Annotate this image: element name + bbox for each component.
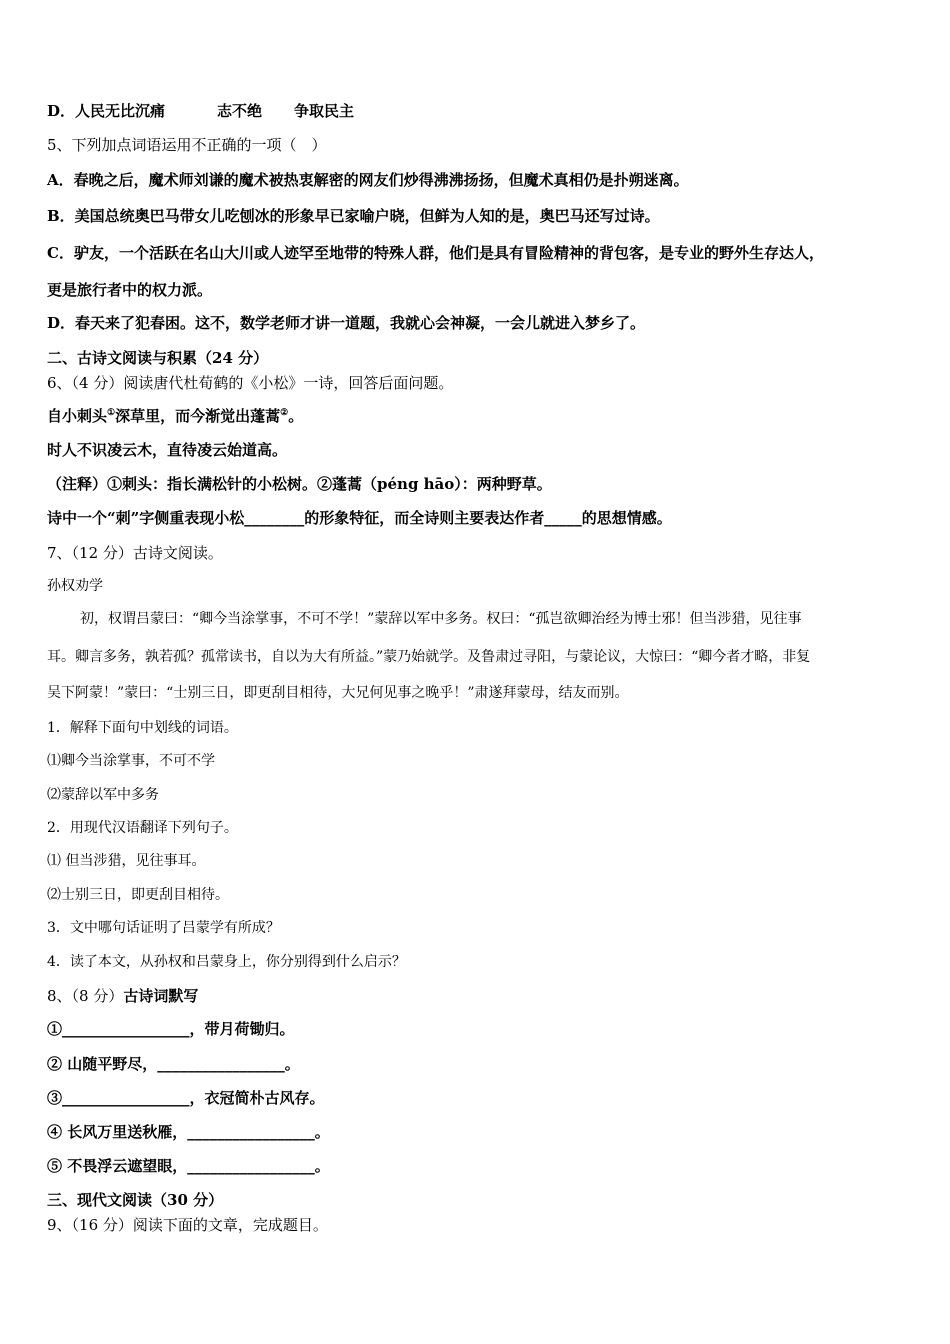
poem-text: 深草里，而今渐觉出蓬蒿 (115, 407, 281, 425)
q8-line-3: ③_________________，衣冠简朴古风存。 (47, 1089, 325, 1107)
q5-option-b: B．美国总统奥巴马带女儿吃刨冰的形象早已家喻户晓，但鲜为人知的是，奥巴马还写过诗。 (47, 207, 660, 225)
q7-stem: 7、（12 分）古诗文阅读。 (47, 544, 223, 562)
q7-subquestion-2a: ⑴ 但当涉猎，见往事耳。 (47, 853, 206, 869)
q7-subquestion-2b: ⑵士别三日，即更刮目相待。 (47, 887, 229, 903)
footnote-mark: ② (280, 408, 289, 418)
q6-stem: 6、（4 分）阅读唐代杜荀鹤的《小松》一诗，回答后面问题。 (47, 374, 454, 392)
q5-stem: 5、下列加点词语运用不正确的一项（ ） (47, 136, 327, 154)
q7-passage-line2: 耳。卿言多务，孰若孤？孤常读书，自以为大有所益。”蒙乃始就学。及鲁肃过寻阳，与蒙论议，大惊曰：“卿今者才略，非复 (47, 649, 811, 665)
section-3-heading: 三、现代文阅读（30 分） (47, 1191, 224, 1209)
poem-text: 。 (288, 407, 304, 425)
q7-passage-line1: 初，权谓吕蒙曰：“卿今当涂掌事，不可不学！”蒙辞以军中多务。权曰：“孤岂欲卿治经为博士邪！但当涉猎，见往事 (80, 611, 802, 627)
footnote-mark: ① (107, 408, 116, 418)
q5-option-c-line2: 更是旅行者中的权力派。 (47, 281, 213, 299)
q7-subquestion-4: 4．读了本文，从孙权和吕蒙身上，你分别得到什么启示？ (47, 954, 406, 970)
q8-line-2: ② 山随平野尽，_________________。 (47, 1055, 300, 1073)
q7-subquestion-1: 1．解释下面句中划线的词语。 (47, 720, 238, 736)
q9-stem: 9、（16 分）阅读下面的文章，完成题目。 (47, 1216, 328, 1234)
q5-option-d: D．春天来了犯春困。这不，数学老师才讲一道题，我就心会神凝，一会儿就进入梦乡了。 (47, 314, 646, 332)
q6-poem-line1 (47, 406, 303, 426)
q7-passage-title: 孙权劝学 (47, 578, 103, 594)
q6-note: （注释）①刺头：指长满松针的小松树。②蓬蒿（péng hāo）：两种野草。 (47, 475, 552, 493)
q7-subquestion-2: 2．用现代汉语翻译下列句子。 (47, 820, 238, 836)
q8-stem (47, 986, 198, 1006)
q6-poem-line2: 时人不识凌云木，直待凌云始道高。 (47, 441, 288, 459)
q5-option-a: A．春晚之后，魔术师刘谦的魔术被热衷解密的网友们炒得沸沸扬扬，但魔术真相仍是扑朔迷离。 (47, 171, 689, 189)
section-2-heading: 二、古诗文阅读与积累（24 分） (47, 349, 269, 367)
poem-text: 自小刺头 (47, 407, 108, 425)
q8-title: 古诗词默写 (123, 987, 199, 1005)
q5-option-c-line1: C．驴友，一个活跃在名山大川或人迹罕至地带的特殊人群，他们是具有冒险精神的背包客，是专业的野外生存达人， (47, 244, 824, 262)
q7-subquestion-1a: ⑴卿今当涂掌事，不可不学 (47, 753, 215, 769)
q4-option-d (47, 101, 354, 121)
q7-passage-line3: 吴下阿蒙！”蒙曰：“士别三日，即更刮目相待，大兄何见事之晚乎！”肃遂拜蒙母，结友而别。 (47, 685, 629, 701)
q8-line-1: ①_________________，带月荷锄归。 (47, 1020, 295, 1038)
option-letter: D． (47, 102, 76, 120)
q8-line-4: ④ 长风万里送秋雁，_________________。 (47, 1123, 330, 1141)
q8-score: 8、（8 分） (47, 987, 124, 1005)
q8-line-5: ⑤ 不畏浮云遮望眼，_________________。 (47, 1157, 330, 1175)
q6-question: 诗中一个“刺”字侧重表现小松________的形象特征，而全诗则主要表达作者_____的思想情感。 (47, 509, 672, 527)
option-part-a: 人民无比沉痛 (75, 102, 166, 120)
option-part-c: 争取民主 (294, 102, 355, 120)
option-part-b: 志不绝 (217, 102, 263, 120)
q7-subquestion-1b: ⑵蒙辞以军中多务 (47, 787, 159, 803)
q7-subquestion-3: 3．文中哪句话证明了吕蒙学有所成？ (47, 920, 280, 936)
